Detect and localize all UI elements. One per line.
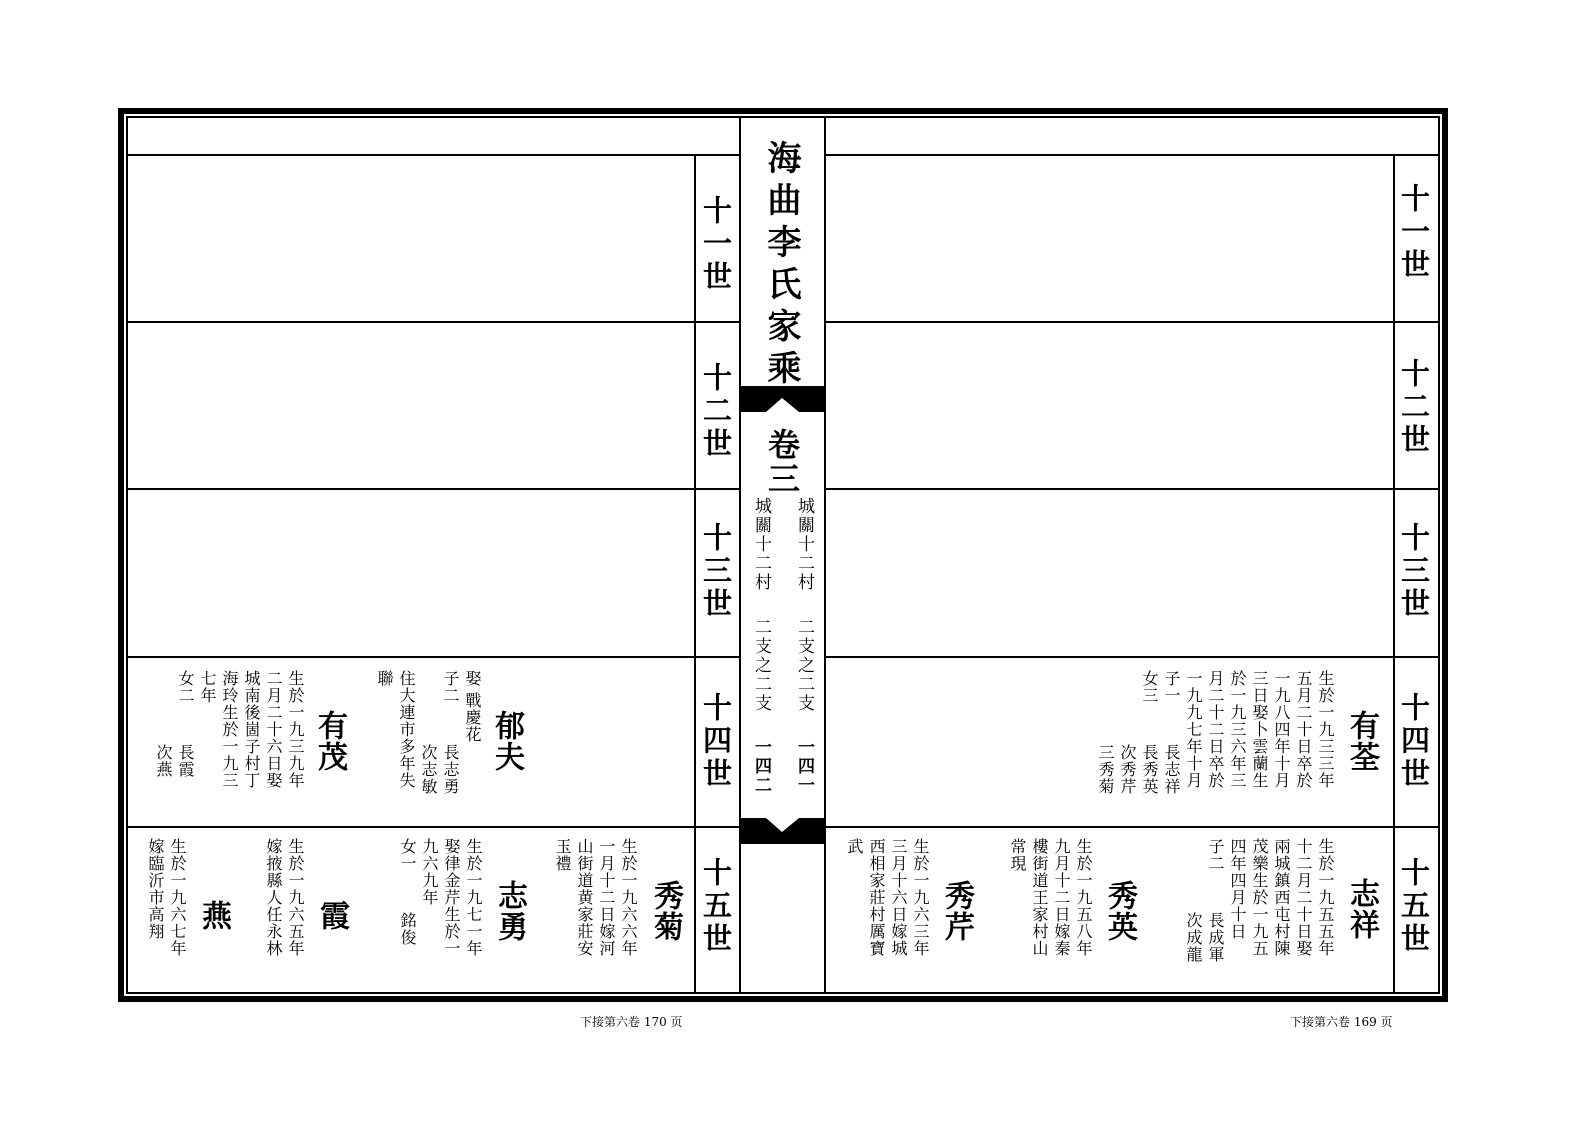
person-detail: 嫁臨沂市高翔 (146, 838, 165, 940)
person-detail: 三日娶卜雲蘭生 (1250, 670, 1269, 789)
person-detail: 女二 (176, 670, 195, 704)
person-detail: 生於一九五五年 (1316, 838, 1335, 957)
person-name: 秀英 (1102, 880, 1137, 942)
person-detail: 戰慶花 (463, 692, 482, 743)
person-detail: 西相家莊村厲寶 (867, 838, 886, 957)
person-detail: 二月二十六日娶 (264, 670, 283, 789)
person-detail: 長志祥 (1162, 744, 1181, 795)
person-detail: 女一 (398, 838, 417, 872)
person-detail: 於一九三六年三 (1228, 670, 1247, 789)
person-detail: 玉禮 (553, 838, 572, 872)
gen-label: 十四世 (699, 692, 733, 791)
gen-label: 十二世 (1397, 358, 1431, 457)
person-detail: 十二月二十日娶 (1294, 838, 1313, 957)
person-detail: 生於一九三三年 (1316, 670, 1335, 789)
person-detail: 一九九七年十月 (1184, 670, 1203, 789)
gen-label: 十四世 (1397, 692, 1431, 791)
person-detail: 長成軍 (1206, 912, 1225, 963)
person-name: 志勇 (492, 880, 527, 942)
left-row-line (126, 656, 739, 658)
spine-fishtail-top (741, 392, 824, 416)
left-row-line (126, 321, 739, 323)
gen-label: 十五世 (1397, 857, 1431, 956)
gen-label: 十三世 (1397, 522, 1431, 621)
person-detail: 武 (845, 838, 864, 855)
gen-label: 十二世 (699, 362, 733, 461)
person-detail: 次燕 (154, 744, 173, 778)
person-name: 郁夫 (489, 710, 524, 772)
right-row-line (826, 656, 1440, 658)
person-detail: 子二 (1206, 838, 1225, 872)
left-row-line (126, 826, 739, 828)
person-detail: 三秀菊 (1096, 744, 1115, 795)
person-detail: 九月十二日嫁秦 (1052, 838, 1071, 957)
person-detail: 長志勇 (441, 744, 460, 795)
spine-left-line (739, 116, 741, 994)
spine-left-branch: 二支之二支 (751, 618, 771, 713)
spine-left-place: 城關十二村 (751, 497, 771, 592)
person-detail: 生於一九六三年 (911, 838, 930, 957)
person-detail: 樓街道王家村山 (1030, 838, 1049, 957)
right-gen-col-line (1393, 155, 1395, 994)
person-detail: 兩城鎮西屯村陳 (1272, 838, 1291, 957)
person-name: 志祥 (1344, 878, 1379, 940)
left-gen-col-line (694, 155, 696, 994)
person-detail: 海玲生於一九三 (220, 670, 239, 789)
person-detail: 城南後崮子村丁 (242, 670, 261, 789)
right-row-line (826, 154, 1440, 156)
person-detail: 生於一九五八年 (1074, 838, 1093, 957)
person-detail: 三月十六日嫁城 (889, 838, 908, 957)
spine-right-line (824, 116, 826, 994)
left-row-line (126, 488, 739, 490)
person-detail: 嫁掖縣人任永林 (264, 838, 283, 957)
gen-label: 十五世 (699, 857, 733, 956)
person-detail: 長秀英 (1140, 744, 1159, 795)
spine-fishtail-bottom (741, 818, 824, 840)
person-detail: 次秀芹 (1118, 744, 1137, 795)
person-name: 有荃 (1344, 710, 1379, 772)
left-row-line (126, 154, 739, 156)
person-detail: 聯 (375, 670, 394, 687)
person-detail: 生於一九六六年 (619, 838, 638, 957)
person-name: 霞 (314, 900, 349, 931)
left-page-footer: 下接第六卷 170 页 (580, 1015, 683, 1029)
person-name: 秀芹 (939, 880, 974, 942)
volume-label: 卷三 (763, 428, 801, 496)
person-name: 秀菊 (648, 880, 683, 942)
spine-left-page: 一四二 (751, 738, 771, 795)
person-detail: 生於一九六七年 (168, 838, 187, 957)
right-row-line (826, 488, 1440, 490)
gen-label: 十一世 (1397, 183, 1431, 282)
person-detail: 生於一九六五年 (286, 838, 305, 957)
person-detail: 次志敏 (419, 744, 438, 795)
person-detail: 子二 (441, 670, 460, 704)
person-name: 有茂 (312, 710, 347, 772)
person-detail: 生於一九三九年 (286, 670, 305, 789)
person-detail: 一九八四年十月 (1272, 670, 1291, 789)
right-page-footer: 下接第六卷 169 页 (1290, 1015, 1393, 1029)
person-detail: 九六九年 (420, 838, 439, 906)
person-detail: 茂樂生於一九五 (1250, 838, 1269, 957)
person-detail: 五月二十日卒於 (1294, 670, 1313, 789)
person-detail: 生於一九七一年 (464, 838, 483, 957)
person-detail: 七年 (198, 670, 217, 704)
person-name: 燕 (196, 900, 231, 931)
person-detail: 一月十二日嫁河 (597, 838, 616, 957)
person-detail: 山街道黄家莊安 (575, 838, 594, 957)
gen-label: 十三世 (699, 522, 733, 621)
person-detail: 住大連市多年失 (397, 670, 416, 789)
person-detail: 娶律金芹生於一 (442, 838, 461, 957)
right-row-line (826, 826, 1440, 828)
person-detail: 銘俊 (398, 912, 417, 946)
right-row-line (826, 321, 1440, 323)
person-detail: 四年四月十日 (1228, 838, 1247, 940)
spine-right-branch: 二支之二支 (794, 618, 814, 713)
person-detail: 女三 (1140, 670, 1159, 704)
person-detail: 月二十二日卒於 (1206, 670, 1225, 789)
gen-label: 十一世 (699, 195, 733, 294)
person-detail: 常現 (1008, 838, 1027, 872)
person-detail: 次成龍 (1184, 912, 1203, 963)
book-title: 海曲李氏家乘 (761, 140, 801, 392)
spine-band-bottom (741, 840, 824, 844)
spine-right-place: 城關十二村 (794, 497, 814, 592)
spine-right-page: 一四一 (794, 738, 814, 795)
person-detail: 娶 (463, 670, 482, 687)
person-detail: 子一 (1162, 670, 1181, 704)
person-detail: 長霞 (176, 744, 195, 778)
